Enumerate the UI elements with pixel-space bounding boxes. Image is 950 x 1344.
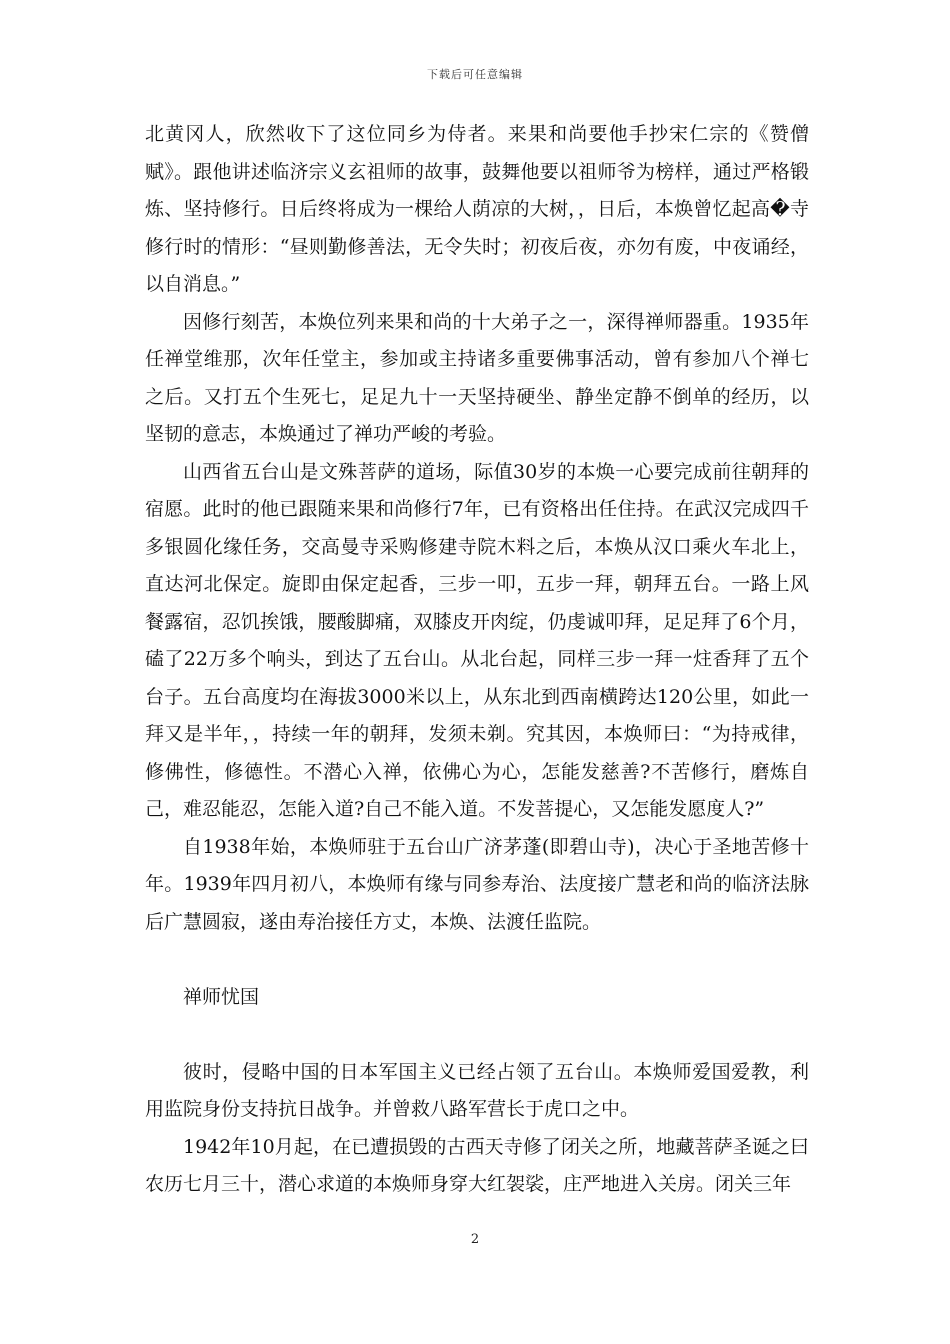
paragraph: 因修行刻苦，本焕位列来果和尚的十大弟子之一，深得禅师器重。1935年任禅堂维那，次年任堂主，参加或主持诸多重要佛事活动，曾有参加八个禅七之后。又打五个生死七，足足九十一天坚持硬坐、静坐定静不倒单的经历，以坚韧的意志，本焕通过了禅功严峻的考验。	[145, 310, 809, 445]
paragraph: 山西省五台山是文殊菩萨的道场，际值30岁的本焕一心要完成前往朝拜的宿愿。此时的他已跟随来果和尚修行7年，已有资格出任住持。在武汉完成四千多银圆化缘任务，交高曼寺采购修建寺院木料之后，本焕从汉口乘火车北上，直达河北保定。旋即由保定起香，三步一叩，五步一拜，朝拜五台。一路上风餐露宿，忍饥挨饿，腰酸脚痛，双膝皮开肉绽，仍虔诚叩拜，足足拜了6个月，磕了22万多个响头，到达了五台山。从北台起，同样三步一拜一炷香拜了五个台子。五台高度均在海拔3000米以上，从东北到西南横跨达120公里，如此一拜又是半年，，持续一年的朝拜，发须未剃。究其因，本焕师曰：“为持戒律，修佛性，修德性。不潜心入禅，依佛心为心，怎能发慈善?不苦修行，磨炼自己，难忍能忍，怎能入道?自己不能入道。不发菩提心，又怎能发愿度人?”	[145, 460, 809, 820]
paragraph: 1942年10月起，在已遭损毁的古西天寺修了闭关之所，地藏菩萨圣诞之曰农历七月三十，潜心求道的本焕师身穿大红袈裟，庄严地进入关房。闭关三年	[145, 1135, 809, 1195]
page-header: 下载后可任意编辑	[427, 68, 523, 81]
paragraph-continued: 北黄冈人，欣然收下了这位同乡为侍者。来果和尚要他手抄宋仁宗的《赞僧赋》。跟他讲述临济宗义玄祖师的故事，鼓舞他要以祖师爷为榜样，通过严格锻炼、坚持修行。日后终将成为一棵给人荫凉的大树，，日后，本焕曾忆起高�寺修行时的情形：“昼则勤修善法，无令失时；初夜后夜，亦勿有废，中夜诵经，以自消息。”	[145, 123, 809, 295]
paragraph: 自1938年始，本焕师驻于五台山广济茅蓬(即碧山寺)，决心于圣地苦修十年。1939年四月初八，本焕师有缘与同参寿治、法度接广慧老和尚的临济法脉后广慧圆寂，遂由寿治接任方丈，本焕、法渡任监院。	[145, 835, 809, 933]
paragraph: 彼时，侵略中国的日本军国主义已经占领了五台山。本焕师爱国爱教，利用监院身份支持抗日战争。并曾救八路军营长于虎口之中。	[145, 1060, 809, 1120]
page-number: 2	[470, 1232, 480, 1247]
section-heading: 禅师忧国	[183, 985, 260, 1008]
document-body	[145, 116, 809, 1204]
